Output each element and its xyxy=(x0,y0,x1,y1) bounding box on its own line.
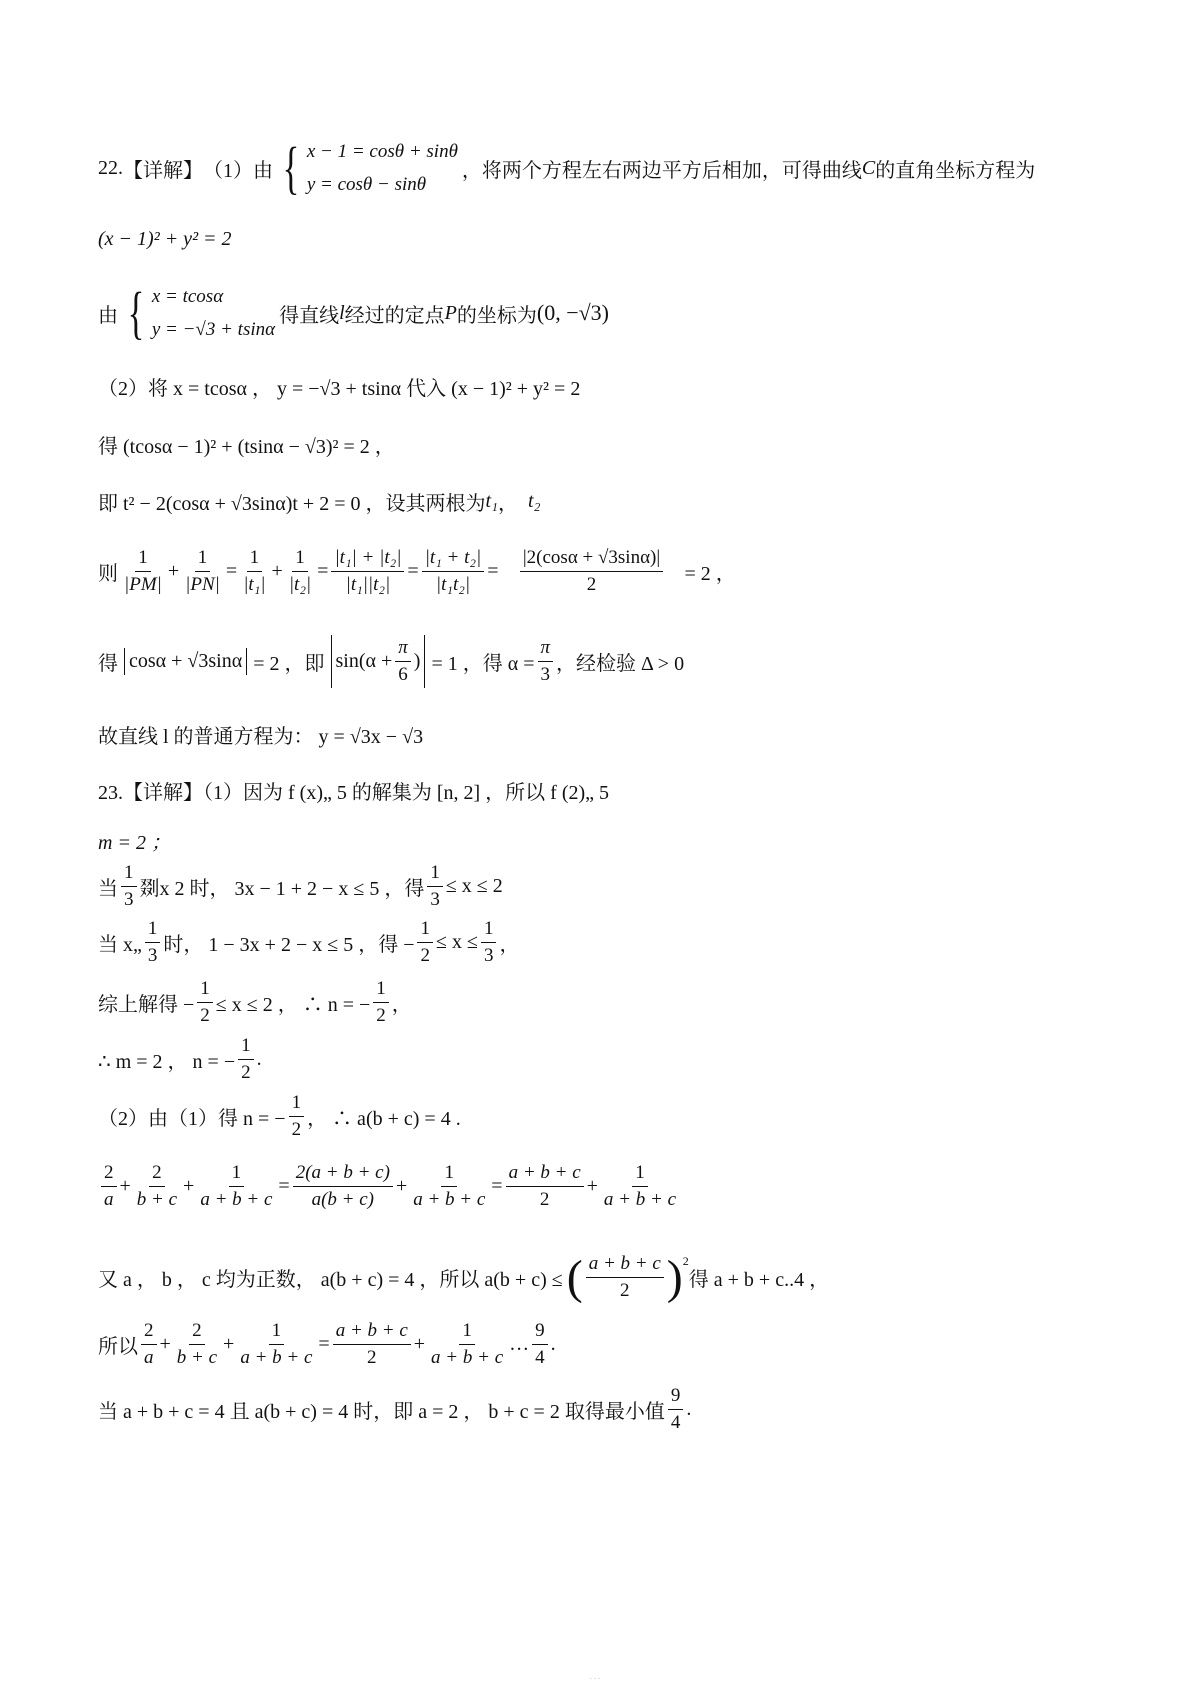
problem-22-intro: 22. 【详解】 （1）由 { x − 1 = cosθ + sinθ y = cosθ − sinθ ，将两个方程左右两边平方后相加，可得曲线 C 的直角坐标方程为 xyxy=(98,135,1036,201)
expression-rewrite: $\frac{2}{a}$ + $\frac{2}{b + c}$ + $\frac{1}{a + b + c}$ = $\frac{2(a + b + c)}{a(b + c)}$ + $\frac{1}{a + b + c}$ = $\frac{a + b + c}{2}$ + $\frac{1}{a + b + c}$ xyxy=(98,1162,682,1211)
case-two: 当 x„ $\frac{1}{3}$ 时， 1 − 3x + 2 − x ≤ 5 ，得 − $\frac{1}{2}$ ≤ x ≤ $\frac{1}{3}$ ， xyxy=(98,918,520,966)
problem-23-intro: 23.【详解】（1）因为 f (x)„ 5 的解集为 [n, 2] ，所以 f (2)„ 5 xyxy=(98,782,610,804)
substitution-step: （2）将 x = tcosα ， y = −√3 + tsinα 代入 (x − 1)² + y² = 2 xyxy=(98,378,581,400)
equation-system: { x − 1 = cosθ + sinθ y = cosθ − sinθ xyxy=(282,135,458,201)
m-n-values: ∴ m = 2 ， n = − $\frac{1}{2}$ . xyxy=(98,1035,262,1083)
page-footer-mark: . . . xyxy=(590,1672,600,1681)
m-value: m = 2 ； xyxy=(98,832,171,854)
case-one: 当 $\frac{1}{3}$ 剟x 2 时， 3x − 1 + 2 − x ≤ 5 ，得 $\frac{1}{3}$ ≤ x ≤ 2 xyxy=(98,862,503,910)
part-two-intro: （2）由（1）得 n = − $\frac{1}{2}$ ， ∴ a(b + c) = 4 . xyxy=(98,1092,461,1140)
line-general-equation: 故直线 l 的普通方程为： y = √3x − √3 xyxy=(98,726,424,748)
minimum-bound: 所以 $\frac{2}{a}$ + $\frac{2}{b + c}$ + $\frac{1}{a + b + c}$ = $\frac{a + b + c}{2}$ + $\frac{1}{a + b + c}$ … $\frac{9}{4}$ . xyxy=(98,1320,556,1368)
detail-tag: 【详解】 xyxy=(123,159,203,182)
combined-solution: 综上解得 − $\frac{1}{2}$ ≤ x ≤ 2 ， ∴ n = − $\frac{1}{2}$ ， xyxy=(98,978,412,1026)
curve-equation: (x − 1)² + y² = 2 xyxy=(98,228,232,250)
alpha-solution: 得 cosα + √3sinα = 2 ，即 sin(α + $\frac{\pi}{6}$ ) = 1 ，得 α = $\frac{\pi}{3}$ ，经检验 Δ > 0 xyxy=(98,635,684,688)
inequality-step: 又 a ， b ， c 均为正数， a(b + c) = 4 ，所以 a(b + c) ≤ ( $\frac{a + b + c}{2}$ ) $^2$ 得 a + b + c..4 ， xyxy=(98,1251,830,1304)
equation-step: 得 (tcosα − 1)² + (tsinα − √3)² = 2 ， xyxy=(98,436,395,458)
reciprocal-sum: 则 $\frac{1}{|PM|}$ + $\frac{1}{|PN|}$ = $\frac{1}{\text{|t₁|}}$ + $\frac{1}{\text{|t₂|}}$ = $\frac{\text{|t₁| + |t₂|}}{\text{|t₁||t₂|}}$ = $\frac{\text{|t₁ + t₂|}}{\text{|t₁t₂|}}$ = $\frac{|2(\cos\alpha + √3\sin\alpha)|}{2}$ = 2 ， xyxy=(98,547,736,595)
quadratic-step: 即 t² − 2(cosα + √3sinα)t + 2 = 0 ，设其两根为 t₁ ， t₂ xyxy=(98,490,541,515)
line-fixed-point: 由 { x = tcosα y = −√3 + tsinα 得直线 l 经过的定点 P 的坐标为 (0, −√3) xyxy=(98,280,610,346)
problem-number: 22. xyxy=(98,156,123,179)
minimum-condition: 当 a + b + c = 4 且 a(b + c) = 4 时，即 a = 2 ， b + c = 2 取得最小值 $\frac{9}{4}$ . xyxy=(98,1385,692,1433)
equation-system: { x = tcosα y = −√3 + tsinα xyxy=(127,280,276,346)
